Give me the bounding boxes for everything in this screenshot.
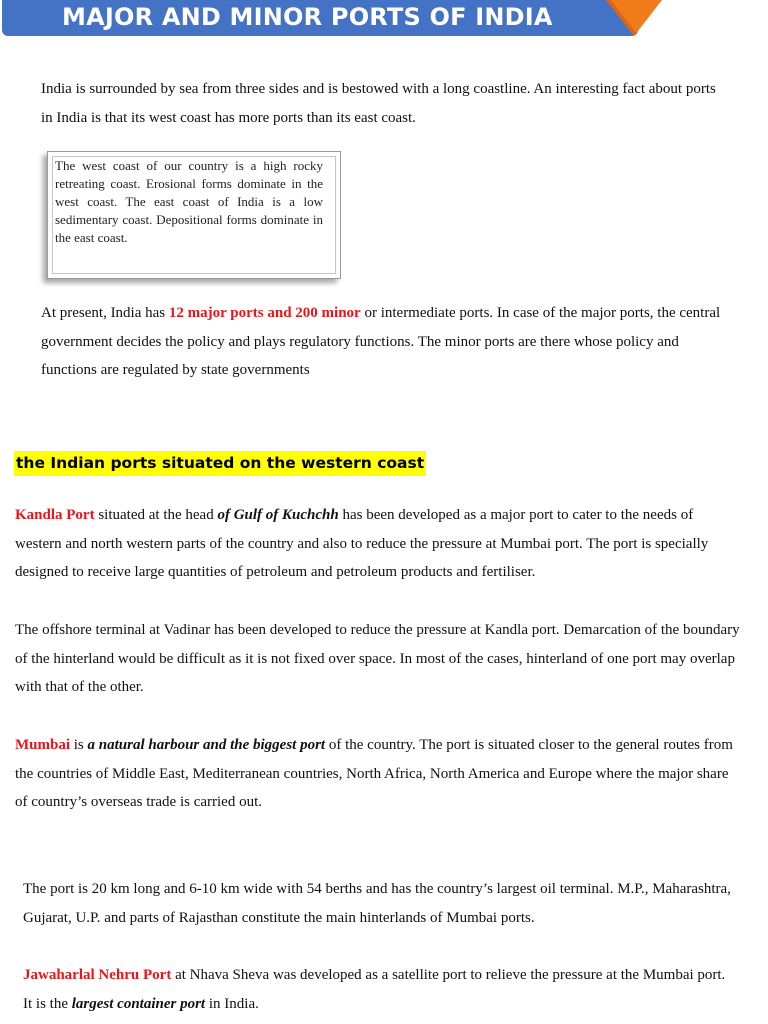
jnpt-text-2: in India. bbox=[205, 995, 259, 1012]
kandla-gulf-emphasis: of Gulf of Kuchchh bbox=[217, 507, 339, 523]
corner-triangle-icon bbox=[604, 0, 664, 38]
intro-paragraph: India is surrounded by sea from three sides and is bestowed with a long coastline. An interesting fact about ports in India is that its west coast has more ports than its east coast. bbox=[41, 81, 716, 126]
ports-count-text-end: or intermediate ports. In case of the major ports, the central government decides the policy and plays regulatory functions. The minor ports are there whose policy and functions are regulated by state governments bbox=[41, 305, 721, 379]
kandla-text-2: has been developed as a major port to cater to the needs of western and north western parts of the country and also to reduce the pressure at Mumbai port. The port is specially designed to receive large quantities of petroleum and petroleum products and fertiliser. bbox=[15, 507, 709, 581]
note-box-text: The west coast of our country is a high rocky retreating coast. Erosional forms dominate in the west coast. The east coast of India is a low sedimentary coast. Depositional forms dominate in the east coast. bbox=[55, 158, 323, 245]
kandla-port-name: Kandla Port bbox=[15, 507, 95, 523]
jnpt-paragraph bbox=[23, 961, 738, 1018]
note-box bbox=[47, 151, 341, 279]
ports-count-paragraph bbox=[41, 299, 731, 385]
page-title: MAJOR AND MINOR PORTS OF INDIA bbox=[62, 3, 553, 31]
jnpt-emphasis: largest container port bbox=[71, 995, 206, 1012]
title-banner bbox=[2, 0, 638, 36]
jnpt-text-1: at Nhava Sheva was developed as a satellite port to relieve the pressure at the Mumbai port. It is the bbox=[23, 967, 726, 1012]
mumbai-paragraph bbox=[15, 731, 740, 817]
western-coast-heading: the Indian ports situated on the western coast bbox=[14, 451, 426, 476]
ports-count-highlight: 12 major ports and 200 minor bbox=[168, 305, 361, 321]
mumbai-text-2: of the country. The port is situated closer to the general routes from the countries of Middle East, Mediterranean countries, North Africa, North America and Europe where the major share of country’s overseas trade is carried out. bbox=[15, 737, 733, 811]
jnpt-port-name: Jawaharlal Nehru Port bbox=[23, 967, 172, 983]
kandla-text-1: situated at the head bbox=[94, 507, 218, 523]
ports-count-text-start: At present, India has bbox=[41, 305, 169, 321]
mumbai-emphasis: a natural harbour and the biggest port bbox=[87, 737, 326, 753]
vadinar-paragraph: The offshore terminal at Vadinar has been developed to reduce the pressure at Kandla port. Demarcation of the boundary of the hinterland would be difficult as it is not fixed over space. In most of the cases, hinterland of one port may overlap with that of the other. bbox=[15, 622, 740, 696]
mumbai-port-name: Mumbai bbox=[15, 737, 71, 753]
mumbai-port-details-paragraph: The port is 20 km long and 6-10 km wide with 54 berths and has the country’s largest oil terminal. M.P., Maharashtra, Gujarat, U.P. and parts of Rajasthan constitute the main hinterlands of Mumbai ports. bbox=[23, 881, 731, 926]
kandla-paragraph bbox=[15, 501, 740, 587]
mumbai-text-1: is bbox=[70, 737, 88, 753]
